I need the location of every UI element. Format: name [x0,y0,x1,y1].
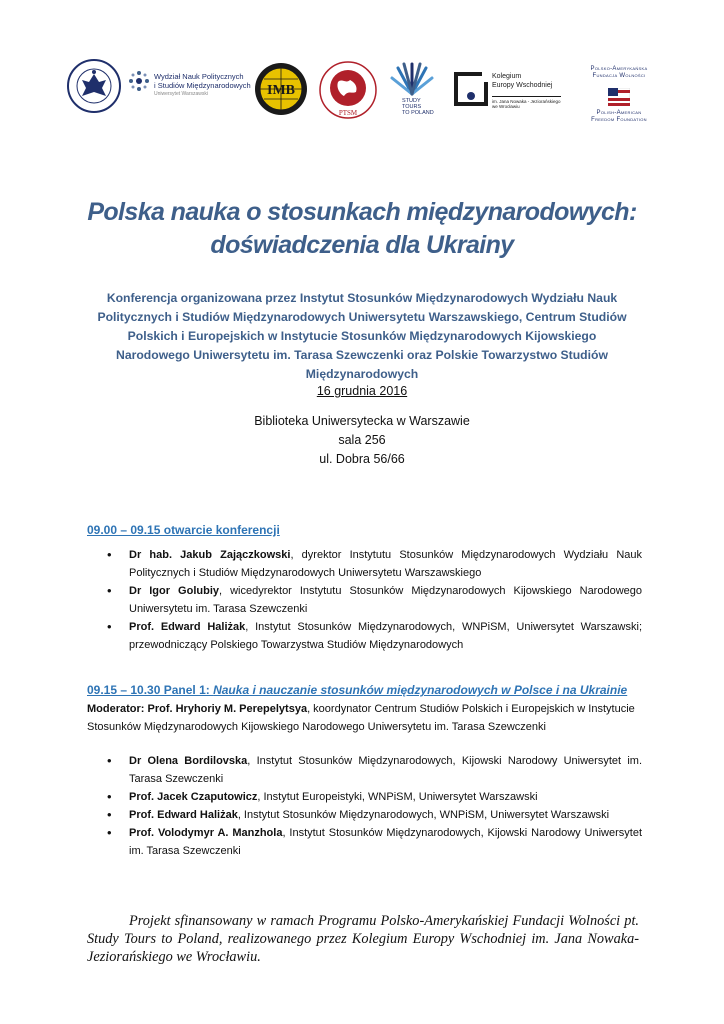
session-2-heading: 09.15 – 10.30 Panel 1: Nauka i nauczanie stosunków międzynarodowych w Polsce i na Ukrainie [87,683,628,697]
ptsm-logo [318,60,378,120]
logo-strip [60,58,660,128]
list-item: • Prof. Edward Haliżak, Instytut Stosunków Międzynarodowych, WNPiSM, Uniwersytet Warszawski [87,806,642,824]
study-tours-logo [388,60,436,116]
list-item: • Prof. Volodymyr A. Manzhola, Instytut Stosunków Międzynarodowych, Kijowski Narodowy Uniwersytet im. Tarasa Szewczenki [87,824,642,860]
ism-uw-seal-logo [66,58,122,114]
list-item: • Prof. Edward Haliżak, Instytut Stosunków Międzynarodowych, WNPiSM, Uniwersytet Warszawski; przewodniczący Polskiego Towarzystwa Studiów Międzynarodowych [87,618,642,654]
wnpism-text: Wydział Nauk Politycznych i Studiów Międzynarodowych Uniwersytet Warszawski [154,72,251,97]
wnpism-logo [128,70,150,92]
list-item: • Prof. Jacek Czaputowicz, Instytut Europeistyki, WNPiSM, Uniwersytet Warszawski [87,788,642,806]
imb-logo-text: IMB [267,83,295,98]
pafw-bottom-text: Polish-American Freedom Foundation [591,110,647,123]
study-tours-text: STUDY TOURS TO POLAND [402,98,434,116]
session-1-speakers [87,546,642,654]
kolegium-text: Kolegium Europy Wschodniej im. Jana Nowaka - Jeziorańskiego we Wrocławiu [492,73,561,109]
venue-line: sala 256 [338,433,386,447]
moderator: Moderator: Prof. Hryhoriy M. Perepelytsya, koordynator Centrum Studiów Polskich i Europejskich w Instytucie Stosunków Międzynarodowych Kijowskiego Narodowego Uniwersytetu im. Tarasa Szewczenki [87,703,635,733]
imb-logo [254,62,308,116]
venue-line: Biblioteka Uniwersytecka w Warszawie [254,414,470,428]
list-item: • Dr hab. Jakub Zajączkowski, dyrektor Instytutu Stosunków Międzynarodowych Wydziału Nauk Politycznych i Studiów Międzynarodowych Uniwersytetu Warszawskiego [87,546,642,582]
pafw-top-text: Polsko-Amerykańska Fundacja Wolności [590,66,648,79]
venue [0,412,724,469]
title-line-2: doświadczenia dla Ukrainy [210,231,514,259]
list-item: • Dr Igor Golubiy, wicedyrektor Instytutu Stosunków Międzynarodowych Kijowskiego Narodowego Uniwersytetu im. Tarasa Szewczenki [87,582,642,618]
pafw-flag-icon [608,88,630,106]
title-line-1: Polska nauka o stosunkach międzynarodowych: [87,198,637,226]
funding-note: Projekt sfinansowany w ramach Programu Polsko-Amerykańskiej Fundacji Wolności pt. Study Tours to Poland, realizowanego przez Kolegium Europy Wschodniej im. Jana Nowaka-Jeziorańskiego we Wrocławiu. [87,913,639,965]
session-1-heading: 09.00 – 09.15 otwarcie konferencji [87,523,280,537]
venue-line: ul. Dobra 56/66 [319,452,405,466]
event-date: 16 grudnia 2016 [316,384,408,398]
session-2-speakers [87,752,642,860]
ptsm-logo-text: PTSM [338,109,358,117]
list-item: • Dr Olena Bordilovska, Instytut Stosunków Międzynarodowych, Kijowski Narodowy Uniwersytet im. Tarasa Szewczenki [87,752,642,788]
page-title [40,196,684,262]
kolegium-logo [454,72,488,106]
conference-description: Konferencja organizowana przez Instytut Stosunków Międzynarodowych Wydziału Nauk Politycznych i Studiów Międzynarodowych Uniwersytetu Warszawskiego, Centrum Studiów Polskich i Europejskich w Instytucie Stosunków Międzynarodowych Kijowskiego Narodowego Uniwersytetu im. Tarasa Szewczenki oraz Polskie Towarzystwo Studiów Międzynarodowych [97,291,627,381]
